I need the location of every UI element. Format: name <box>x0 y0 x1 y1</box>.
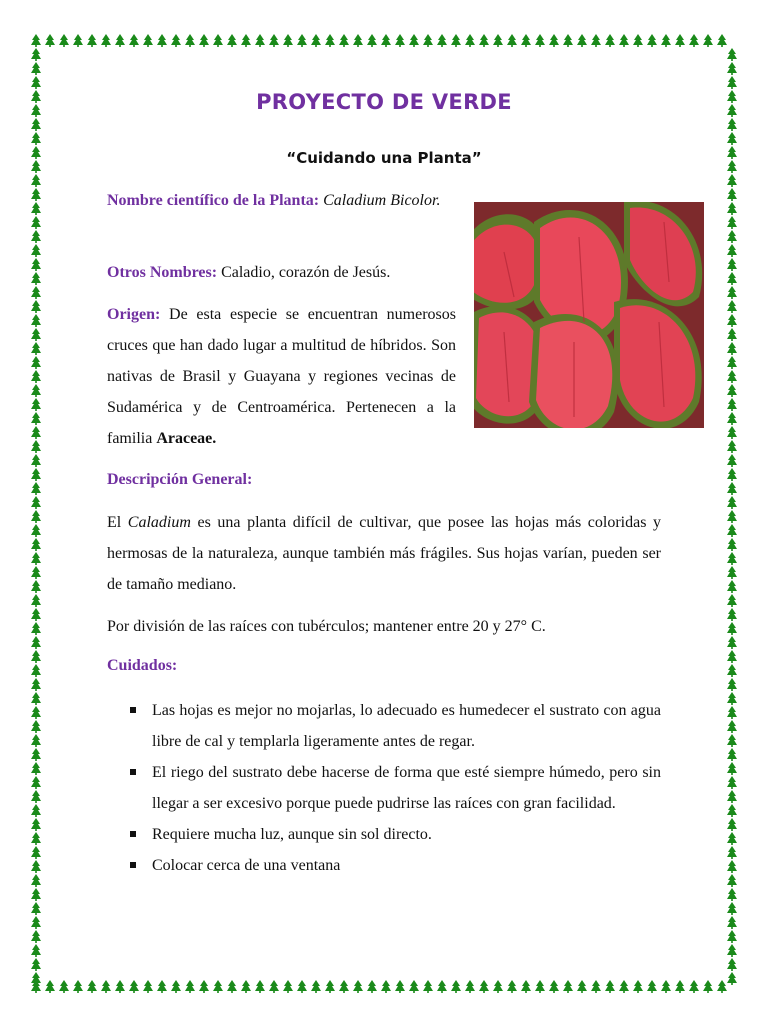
care-item-text: Las hojas es mejor no mojarlas, lo adecuado es humedecer el sustrato con agua libre de cal y templarla ligeramente antes de regar. <box>152 702 661 750</box>
bullet-icon <box>130 831 136 837</box>
description-paragraph-2: Por división de las raíces con tubérculos; mantener entre 20 y 27° C. <box>107 618 546 635</box>
caladium-photo <box>474 202 704 428</box>
description-paragraph-1 <box>107 507 661 600</box>
care-item <box>130 695 661 757</box>
description-p1-italic: Caladium <box>127 514 191 531</box>
other-names-value: Caladio, corazón de Jesús. <box>221 264 391 281</box>
origin-label: Origen: <box>107 306 161 323</box>
care-item <box>130 819 661 850</box>
care-item <box>130 757 661 819</box>
origin-text: De esta especie se encuentran numerosos cruces que han dado lugar a multitud de híbridos. Son nativas de Brasil y Guayana y regiones vecinas de Sudamérica y de Centroamérica. Pertenecen a la familia <box>107 306 456 447</box>
bullet-icon <box>130 707 136 713</box>
other-names-label: Otros Nombres: <box>107 264 218 281</box>
other-names-paragraph <box>107 257 456 288</box>
scientific-name-value: Caladium Bicolor. <box>323 192 441 209</box>
bullet-icon <box>130 769 136 775</box>
scientific-name-label: Nombre científico de la Planta: <box>107 192 320 209</box>
scientific-name-paragraph <box>107 185 456 216</box>
care-item-text: Requiere mucha luz, aunque sin sol directo. <box>152 826 432 843</box>
care-item-text: Colocar cerca de una ventana <box>152 857 341 874</box>
care-item-text: El riego del sustrato debe hacerse de forma que esté siempre húmedo, pero sin llegar a ser excesivo porque puede pudrirse las raíces con gran facilidad. <box>152 764 661 812</box>
description-p1-rest: es una planta difícil de cultivar, que posee las hojas más coloridas y hermosas de la naturaleza, aunque también más frágiles. Sus hojas varían, pueden ser de tamaño mediano. <box>107 514 661 593</box>
page-title: PROYECTO DE VERDE <box>256 90 512 114</box>
origin-family: Araceae. <box>156 430 217 447</box>
origin-paragraph <box>107 299 456 454</box>
care-item <box>130 850 661 881</box>
bullet-icon <box>130 862 136 868</box>
description-heading: Descripción General: <box>107 471 253 488</box>
care-list <box>130 695 661 881</box>
page-subtitle: “Cuidando una Planta” <box>286 149 482 167</box>
care-heading: Cuidados: <box>107 657 178 674</box>
description-p1-start: El <box>107 514 122 531</box>
